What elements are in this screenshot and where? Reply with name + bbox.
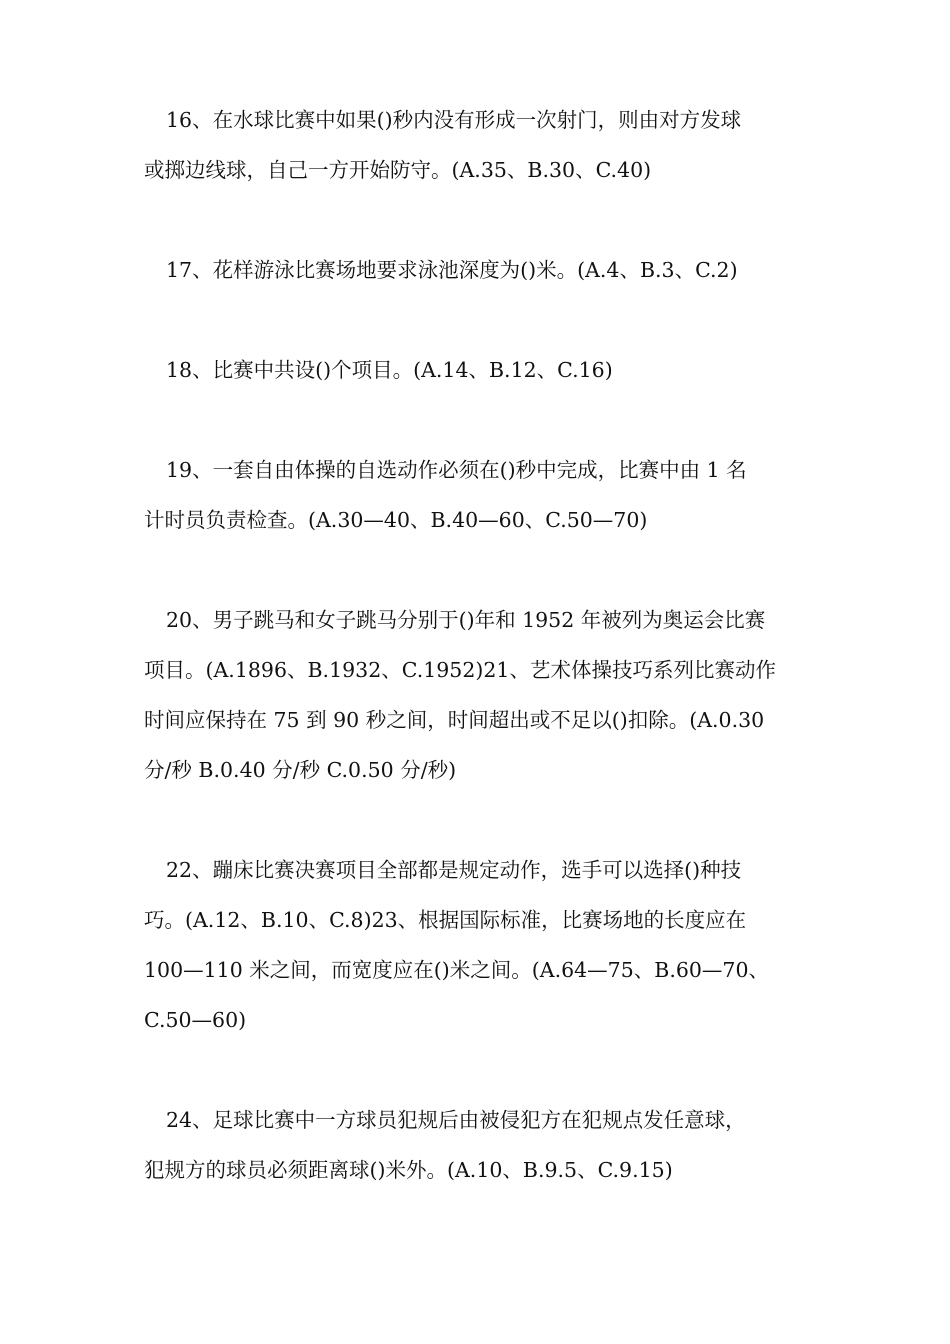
- question-17-line-1: 17、花样游泳比赛场地要求泳池深度为()米。(A.4、B.3、C.2): [166, 258, 738, 282]
- question-20-line-2: 项目。(A.1896、B.1932、C.1952)21、艺术体操技巧系列比赛动作: [144, 658, 776, 682]
- question-19-line-2: 计时员负责检查。(A.30—40、B.40—60、C.50—70): [144, 508, 648, 532]
- question-22: [144, 845, 812, 1045]
- question-19: [144, 445, 812, 545]
- question-16: [144, 95, 812, 195]
- question-19-line-1: 19、一套自由体操的自选动作必须在()秒中完成，比赛中由 1 名: [166, 458, 747, 482]
- question-16-line-2: 或掷边线球，自己一方开始防守。(A.35、B.30、C.40): [144, 158, 652, 182]
- question-24: [144, 1095, 812, 1195]
- question-17: [144, 245, 812, 295]
- question-16-line-1: 16、在水球比赛中如果()秒内没有形成一次射门，则由对方发球: [166, 108, 742, 132]
- question-18-line-1: 18、比赛中共设()个项目。(A.14、B.12、C.16): [166, 358, 613, 382]
- question-22-line-1: 22、蹦床比赛决赛项目全部都是规定动作，选手可以选择()种技: [166, 858, 742, 882]
- question-22-line-3: 100—110 米之间，而宽度应在()米之间。(A.64—75、B.60—70、: [144, 958, 770, 982]
- question-20-line-4: 分/秒 B.0.40 分/秒 C.0.50 分/秒): [144, 758, 457, 782]
- question-20-line-3: 时间应保持在 75 到 90 秒之间，时间超出或不足以()扣除。(A.0.30: [144, 708, 765, 732]
- question-20: [144, 595, 812, 795]
- question-24-line-2: 犯规方的球员必须距离球()米外。(A.10、B.9.5、C.9.15): [144, 1158, 673, 1182]
- question-22-line-4: C.50—60): [144, 1008, 247, 1032]
- question-18: [144, 345, 812, 395]
- question-20-line-1: 20、男子跳马和女子跳马分别于()年和 1952 年被列为奥运会比赛: [166, 608, 766, 632]
- question-24-line-1: 24、足球比赛中一方球员犯规后由被侵犯方在犯规点发任意球，: [166, 1108, 746, 1132]
- question-22-line-2: 巧。(A.12、B.10、C.8)23、根据国际标准，比赛场地的长度应在: [144, 908, 747, 932]
